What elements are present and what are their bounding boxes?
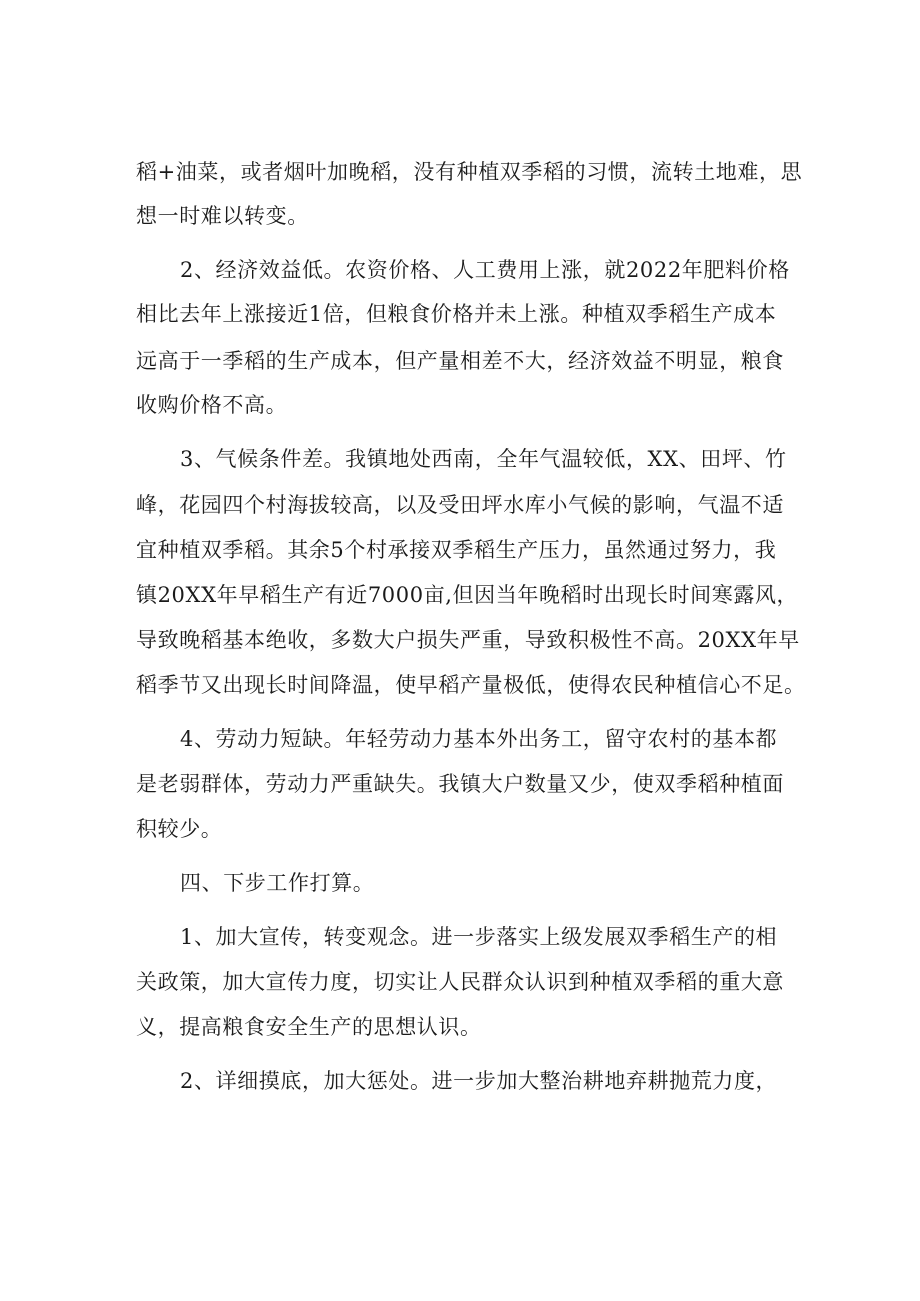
text-line: 稻季节又出现长时间降温，使早稻产量极低，使得农民种植信心不足。 <box>136 673 806 697</box>
text-line: 3、气候条件差。我镇地处西南，全年气温较低，XX、田坪、竹 <box>180 447 787 471</box>
text-line: 远高于一季稻的生产成本，但产量相差不大，经济效益不明显，粮食 <box>136 349 784 373</box>
text-line: 导致晚稻基本绝收，多数大户损失严重，导致积极性不高。20XX年早 <box>136 628 800 652</box>
text-line: 2、详细摸底，加大惩处。进一步加大整治耕地弃耕抛荒力度， <box>180 1069 778 1093</box>
text-line: 想一时难以转变。 <box>136 204 309 228</box>
text-line: 1、加大宣传，转变观念。进一步落实上级发展双季稻生产的相 <box>180 925 778 949</box>
text-line: 积较少。 <box>136 817 223 841</box>
text-line: 镇20XX年早稻生产有近7000亩,但因当年晚稻时出现长时间寒露风， <box>136 583 799 607</box>
text-line: 收购价格不高。 <box>136 393 288 417</box>
text-line: 2、经济效益低。农资价格、人工费用上涨，就2022年肥料价格 <box>180 258 790 282</box>
text-line: 义，提高粮食安全生产的思想认识。 <box>136 1015 482 1039</box>
text-line: 关政策，加大宣传力度，切实让人民群众认识到种植双季稻的重大意 <box>136 970 784 994</box>
text-line: 是老弱群体，劳动力严重缺失。我镇大户数量又少，使双季稻种植面 <box>136 772 784 796</box>
text-line: 稻+油菜，或者烟叶加晚稻，没有种植双季稻的习惯，流转土地难，思 <box>136 160 803 184</box>
text-line: 峰，花园四个村海拔较高，以及受田坪水库小气候的影响，气温不适 <box>136 493 784 517</box>
text-line: 相比去年上涨接近1倍，但粮食价格并未上涨。种植双季稻生产成本 <box>136 302 777 326</box>
text-line: 宜种植双季稻。其余5个村承接双季稻生产压力，虽然通过努力，我 <box>136 538 777 562</box>
text-line: 4、劳动力短缺。年轻劳动力基本外出务工，留守农村的基本都 <box>180 727 778 751</box>
section-heading: 四、下步工作打算。 <box>180 871 375 895</box>
